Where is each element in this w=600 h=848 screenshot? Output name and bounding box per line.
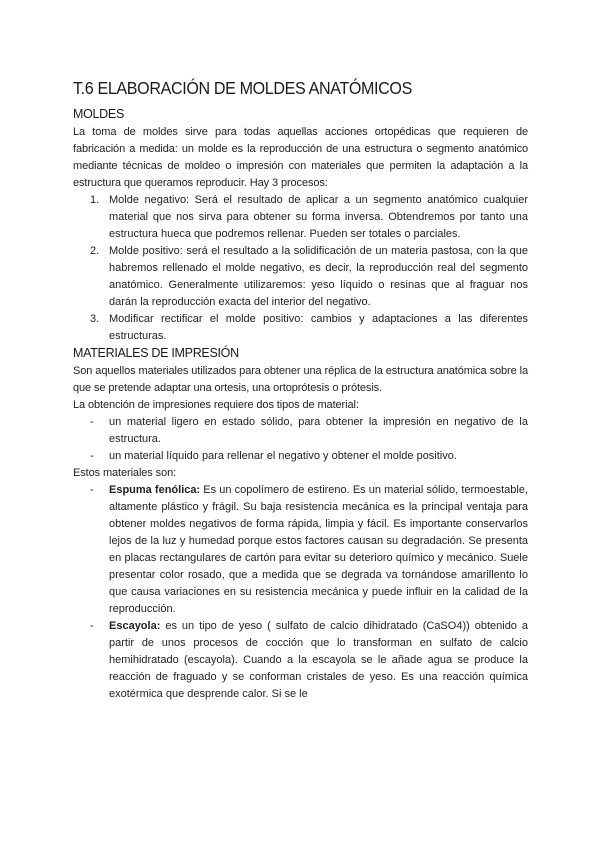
list-item-text: un material líquido para rellenar el negativo y obtener el molde positivo. xyxy=(109,450,457,462)
list-number: 1. xyxy=(90,194,100,206)
material-description: es un tipo de yeso ( sulfato de calcio dihidratado (CaSO4)) obtenido a partir de unos procesos de cocción que lo transforman en sulfato de calcio hemihidratado (escayola). Cuando a la escayola se le añade agua se produce la reacción de fraguado y se conforman cristales de yeso. Es una reacción química exotérmica que desprende calor. Si se le xyxy=(109,620,528,700)
list-item xyxy=(73,618,528,703)
dash-bullet: - xyxy=(90,620,94,632)
material-separator: : xyxy=(156,620,161,632)
materials-intro: Estos materiales son: xyxy=(73,467,177,479)
page-title: T.6 ELABORACIÓN DE MOLDES ANATÓMICOS xyxy=(73,78,412,98)
list-item-text: Molde negativo: Será el resultado de aplicar a un segmento anatómico cualquier material que nos sirva para obtener su forma inversa. Obtendremos por tanto una estructura hueca que podremos rellenar. Pueden ser totales o parciales. xyxy=(109,194,528,240)
section-heading-moldes: MOLDES xyxy=(73,107,124,121)
list-item-text: Molde positivo: será el resultado a la solidificación de un materia pastosa, con la que habremos rellenado el molde negativo, es decir, la reproducción real del segmento anatómico. Generalmente utilizaremos: yeso líquido o resinas que al fraguar nos darán la reproducción exacta del interior del negativo. xyxy=(109,245,528,308)
list-item xyxy=(73,192,528,243)
moldes-intro: La toma de moldes sirve para todas aquellas acciones ortopédicas que requieren de fabricación a medida: un molde es la reproducción de una estructura o segmento anatómico mediante técnicas de moldeo o impresión con materiales que permiten la adaptación a la estructura que queramos reproducir. Hay 3 procesos: xyxy=(73,126,528,189)
document-content xyxy=(73,78,528,703)
list-item xyxy=(73,243,528,311)
list-item xyxy=(73,448,528,465)
list-item-text: un material ligero en estado sólido, para obtener la impresión en negativo de la estructura. xyxy=(109,416,528,445)
list-number: 3. xyxy=(90,313,100,325)
material-types-list xyxy=(73,414,528,465)
dash-bullet: - xyxy=(90,450,94,462)
materiales-intro: Son aquellos materiales utilizados para obtener una réplica de la estructura anatómica sobre la que se pretende adaptar una ortesis, una ortoprótesis o prótesis. xyxy=(73,365,528,394)
dash-bullet: - xyxy=(90,416,94,428)
list-item xyxy=(73,482,528,618)
list-number: 2. xyxy=(90,245,100,257)
process-list xyxy=(73,192,528,345)
materiales-intro-2: La obtención de impresiones requiere dos tipos de material: xyxy=(73,399,359,411)
section-heading-materiales: MATERIALES DE IMPRESIÓN xyxy=(73,346,239,360)
material-name: Escayola xyxy=(109,620,157,632)
list-item xyxy=(73,311,528,345)
material-name: Espuma fenólica xyxy=(109,484,197,496)
dash-bullet: - xyxy=(90,484,94,496)
material-separator: : xyxy=(196,484,201,496)
list-item xyxy=(73,414,528,448)
materials-list xyxy=(73,482,528,703)
material-description: Es un copolímero de estireno. Es un material sólido, termoestable, altamente plástico y frágil. Su baja resistencia mecánica es la principal ventaja para obtener moldes negativos de forma rápida, limpia y fácil. Es importante conservarlos lejos de la luz y humedad porque estos factores causan su degradación. Se presenta en placas rectangulares de cartón para evitar su deterioro químico y mecánico. Suele presentar color rosado, que a medida que se degrada va tornándose amarillento lo que causa variaciones en su resistencia mecánica y puede influir en la calidad de la reproducción. xyxy=(109,484,528,615)
list-item-text: Modificar rectificar el molde positivo: cambios y adaptaciones a las diferentes estructuras. xyxy=(109,313,528,342)
